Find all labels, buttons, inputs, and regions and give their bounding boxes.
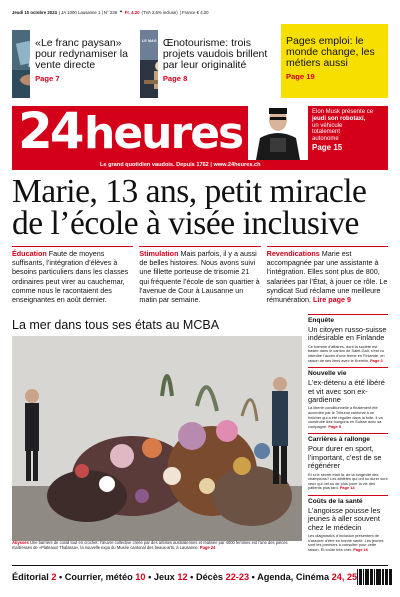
issue-date: Jeudi 10 octobre 2024 [12,9,57,15]
lead-keyword: Éducation [12,249,47,258]
teaser-page: Page 8 [162,74,188,83]
sidebar-item-title: Enquête [308,317,335,324]
bullet-icon: • [59,571,63,582]
teaser-page: Page 7 [35,74,60,83]
teaser-photo-franc-paysan [12,30,30,98]
photo-caption [12,541,302,551]
sidebar-item-nouvelle-vie[interactable] [308,367,388,429]
masthead-tagline: Le grand quotidien vaudois. Depuis 1762 | www.24heures.ch [12,160,388,170]
sidebar-item-body: Ce homme d’affaires, dont la société est basée dans le canton de Saint-Gall, s’est vu interdire l’accès d’une ferme en Finlande, en raison de ses liens avec le Kremlin. Page 3 [308,343,385,363]
barcode [357,569,392,585]
sidebar-item-enquete[interactable] [308,314,388,363]
lead-keyword: Revendications [266,249,320,258]
teaser-pages-emploi[interactable] [281,24,388,98]
sidebar-item-headline: L’angoisse pousse les jeunes à aller souvent chez le médecin [308,505,381,532]
teaser-photo-oenotourisme [140,30,158,98]
lead-text: Mais parfois, il y a aussi de belles histoires. Nous avons suivi une fillette porteuse de trisomie 21 qui fréquente l’école de son quartier à l’avenue de Cour à Lausanne un matin par semaine. [139,249,260,305]
contents-index [12,572,357,582]
masthead-logo-area [12,98,388,170]
teaser-row [12,24,388,98]
sidebar-item-headline: Pour durer en sport, l’important, c’est de se régénérer [308,444,382,471]
cross-icon: ✦ [119,9,123,14]
musk-teaser-line: jeudi son robotaxi, [312,115,366,122]
contents-page: 10 [135,571,146,582]
musk-teaser-line: autonome [312,136,339,143]
contents-page: 22-23 [225,571,250,582]
musk-portrait [248,98,308,160]
sidebar-page-link[interactable]: Page 3 [370,357,383,363]
sidebar-item-headline: L’ex-détenu a été libéré et vit avec son ex-gardienne [308,378,385,404]
lead-column[interactable] [12,246,133,304]
caption-page-link[interactable]: Page 24 [199,544,216,550]
caption-text: Une barrière de corail tout en crochet: l’œuvre collective créée par des artistes australiennes et réalisée par 4000 femmes est l’une des pièces maîtresses de «Plateaux! Thalassa», la nouvelle expo du Musée cantonal des beaux-arts, à Lausanne. [12,540,288,550]
lead-text: Marie est accompagnée par une assistante à l’intégration. Elles sont plus de 800, salariées par l’État, à jouer ce rôle. Le syndicat Sud réclame une meilleure rémunération. [266,249,388,305]
bullet-icon: • [148,571,152,582]
issue-vat: (TVA 2,6% incluse) [141,9,178,15]
sidebar-page-link[interactable]: Page 16 [353,546,368,552]
teaser-title: Œnotourisme: trois projets vaudois brillent par leur originalité [162,37,268,71]
contents-page: 12 [177,571,188,582]
contents-label[interactable]: Décès [195,571,224,582]
musk-teaser-line: un véhicule [312,122,343,129]
teaser-oenotourisme[interactable] [140,24,277,98]
contents-label[interactable]: Courrier, météo [64,571,133,582]
lead-keyword: Stimulation [139,249,179,258]
teaser-title: Pages emploi: le monde change, les métiers aussi [286,35,375,69]
caption-keyword: Abysses [12,540,29,545]
news-sidebar [308,314,388,562]
issue-edition: | JA 1000 Lausanne 1 | N° 236 [58,9,118,15]
sidebar-item-carrieres[interactable] [308,433,388,491]
teaser-section-tag: LE MAG [142,39,157,43]
main-photo[interactable] [12,336,302,541]
bullet-icon: • [190,571,194,582]
contents-label[interactable]: Jeux [153,571,175,582]
sidebar-item-body: Les diagnostics d’inclusion présentent de s’assurer d’être en bonne santé. Les jeunes sont les premiers à consulter pour cette raison. Et coûte très cher. Page 16 [308,533,384,552]
sidebar-page-link[interactable]: Page 5 [328,423,341,429]
lead-page-link[interactable]: Lire page 9 [313,295,351,305]
sidebar-item-title: Coûts de la santé [308,497,363,505]
contents-page: 24, 25 [331,571,358,582]
logo[interactable] [12,106,248,160]
lead-column[interactable] [139,246,260,304]
sidebar-item-body: La liberté conditionnelle a finalement été accordée par le Tribunal cantonal à un fraîcher qui a été régulier dans la fuite. Il va construire des fourgons en Suisse avec sa compagne. Page 5 [308,405,383,429]
contents-label[interactable]: Éditorial [12,571,49,582]
issue-price: Fr. 4.20 [124,9,140,15]
teaser-title: «Le franc paysan» pour redynamiser la vente directe [35,37,128,71]
issue-france-price: | France € 4.20 [179,9,209,15]
contents-footer [12,565,388,587]
sidebar-page-link[interactable]: Page 14 [339,485,355,491]
photo-title: La mer dans tous ses états au MCBA [12,318,220,332]
lead-columns [12,246,388,304]
musk-teaser-line: totalement [312,129,341,136]
teaser-franc-paysan[interactable] [12,24,136,98]
sidebar-item-title: Carrières à rallonge [308,436,370,444]
bullet-icon: • [251,571,255,582]
musk-teaser-page: Page 15 [312,142,343,152]
masthead-info-line [12,6,388,18]
logo-number: 24 [18,106,82,160]
musk-teaser-line: Elon Musk présente ce [312,109,374,115]
teaser-page: Page 19 [286,72,315,81]
contents-label[interactable]: Agenda, Cinéma [257,571,330,582]
logo-word: heures [84,108,243,159]
musk-teaser[interactable] [308,106,388,160]
sidebar-item-body: Et si le secret était là, de la longévité des champions? Les athlètes qui ont su durer sont ceux qui ont su de plus jouer la vie des patients plus tard. Page 14 [308,471,388,491]
lead-text: Faute de moyens suffisants, l’intégration d’élèves à besoins particuliers dans les classes ordinaires peut virer au cauchemar, comme nous le racontaient des enseignantes en août dernier. [12,249,129,305]
sidebar-item-sante[interactable] [308,495,388,553]
sidebar-item-headline: Un citoyen russo-suisse indésirable en Finlande [308,325,387,343]
lead-column[interactable] [267,246,388,304]
sidebar-item-title: Nouvelle vie [308,370,347,378]
contents-page: 2 [51,571,57,582]
main-headline[interactable]: Marie, 13 ans, petit miracle de l’école à visée inclusive [12,173,367,242]
